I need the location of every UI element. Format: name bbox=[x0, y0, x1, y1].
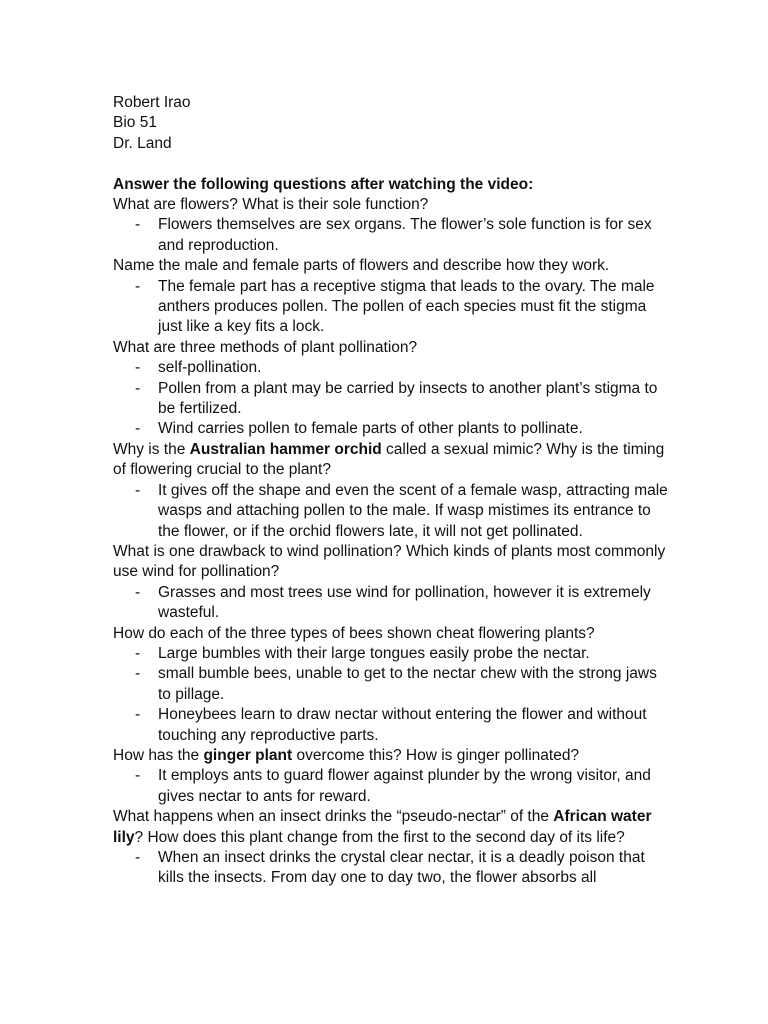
dash-bullet: - bbox=[135, 767, 141, 785]
document-page bbox=[113, 93, 673, 889]
answer-item: - small bumble bees, unable to get to the nectar chew with the strong jaws to pillage. bbox=[135, 665, 657, 703]
dash-bullet: - bbox=[135, 644, 141, 662]
answer-item: - self-pollination. bbox=[113, 358, 673, 378]
answer-list-4 bbox=[113, 481, 673, 542]
student-name: Robert Irao bbox=[113, 94, 191, 111]
answer-list-3 bbox=[113, 358, 673, 440]
dash-bullet: - bbox=[135, 481, 141, 499]
bold-term: African water lily bbox=[113, 808, 652, 846]
question-2: Name the male and female parts of flowers and describe how they work. bbox=[113, 257, 610, 275]
dash-bullet: - bbox=[135, 379, 141, 397]
question-1: What are flowers? What is their sole function? bbox=[113, 196, 429, 214]
dash-bullet: - bbox=[135, 706, 141, 724]
dash-bullet: - bbox=[135, 665, 141, 683]
blank-line bbox=[113, 154, 673, 174]
course-name: Bio 51 bbox=[113, 114, 157, 132]
dash-bullet: - bbox=[135, 420, 141, 438]
question-8: What happens when an insect drinks the “pseudo-nectar” of the African water lily? How does this plant change from the first to the second day of its life? bbox=[113, 808, 652, 846]
answer-item: - Pollen from a plant may be carried by insects to another plant’s stigma to be fertilized. bbox=[135, 379, 658, 418]
answer-item: - Wind carries pollen to female parts of other plants to pollinate. bbox=[113, 419, 673, 439]
answer-list-2 bbox=[113, 277, 673, 338]
question-6: How do each of the three types of bees shown cheat flowering plants? bbox=[113, 624, 595, 642]
question-3: What are three methods of plant pollination? bbox=[113, 338, 418, 356]
answer-item: - Grasses and most trees use wind for pollination, however it is extremely wasteful. bbox=[135, 583, 651, 622]
bold-term: Australian hammer orchid bbox=[189, 440, 382, 458]
dash-bullet: - bbox=[135, 849, 141, 867]
instructions-heading: Answer the following questions after watching the video: bbox=[113, 175, 534, 193]
answer-item: - The female part has a receptive stigma that leads to the ovary. The male anthers produces pollen. The pollen of each species must fit the stigma just like a key fits a lock. bbox=[135, 277, 655, 336]
instructor-name: Dr. Land bbox=[113, 134, 172, 152]
answer-list-6 bbox=[113, 644, 673, 746]
answer-list-7 bbox=[113, 766, 673, 807]
bold-term: ginger plant bbox=[203, 746, 293, 764]
answer-item: - When an insect drinks the crystal clear nectar, it is a deadly poison that kills the insects. From day one to day two, the flower absorbs all bbox=[135, 849, 645, 887]
dash-bullet: - bbox=[135, 277, 141, 295]
question-7: How has the ginger plant overcome this? How is ginger pollinated? bbox=[113, 746, 580, 764]
answer-list-1 bbox=[113, 215, 673, 256]
answer-item: - It gives off the shape and even the scent of a female wasp, attracting male wasps and attaching pollen to the male. If wasp mistimes its entrance to the flower, or if the orchid flowers late, it will not get pollinated. bbox=[135, 481, 668, 540]
question-4: Why is the Australian hammer orchid called a sexual mimic? Why is the timing of flowering crucial to the plant? bbox=[113, 440, 665, 479]
answer-list-8 bbox=[113, 848, 673, 889]
answer-item: - Honeybees learn to draw nectar without entering the flower and without touching any reproductive parts. bbox=[135, 706, 647, 744]
answer-item: - Large bumbles with their large tongues easily probe the nectar. bbox=[113, 644, 673, 664]
dash-bullet: - bbox=[135, 359, 141, 377]
answer-item: - It employs ants to guard flower against plunder by the wrong visitor, and gives nectar to ants for reward. bbox=[135, 767, 651, 805]
answer-item: - Flowers themselves are sex organs. The flower’s sole function is for sex and reproduction. bbox=[135, 216, 652, 254]
dash-bullet: - bbox=[135, 216, 141, 234]
dash-bullet: - bbox=[135, 583, 141, 601]
answer-list-5 bbox=[113, 583, 673, 624]
question-5: What is one drawback to wind pollination? Which kinds of plants most commonly use wind for pollination? bbox=[113, 542, 666, 581]
